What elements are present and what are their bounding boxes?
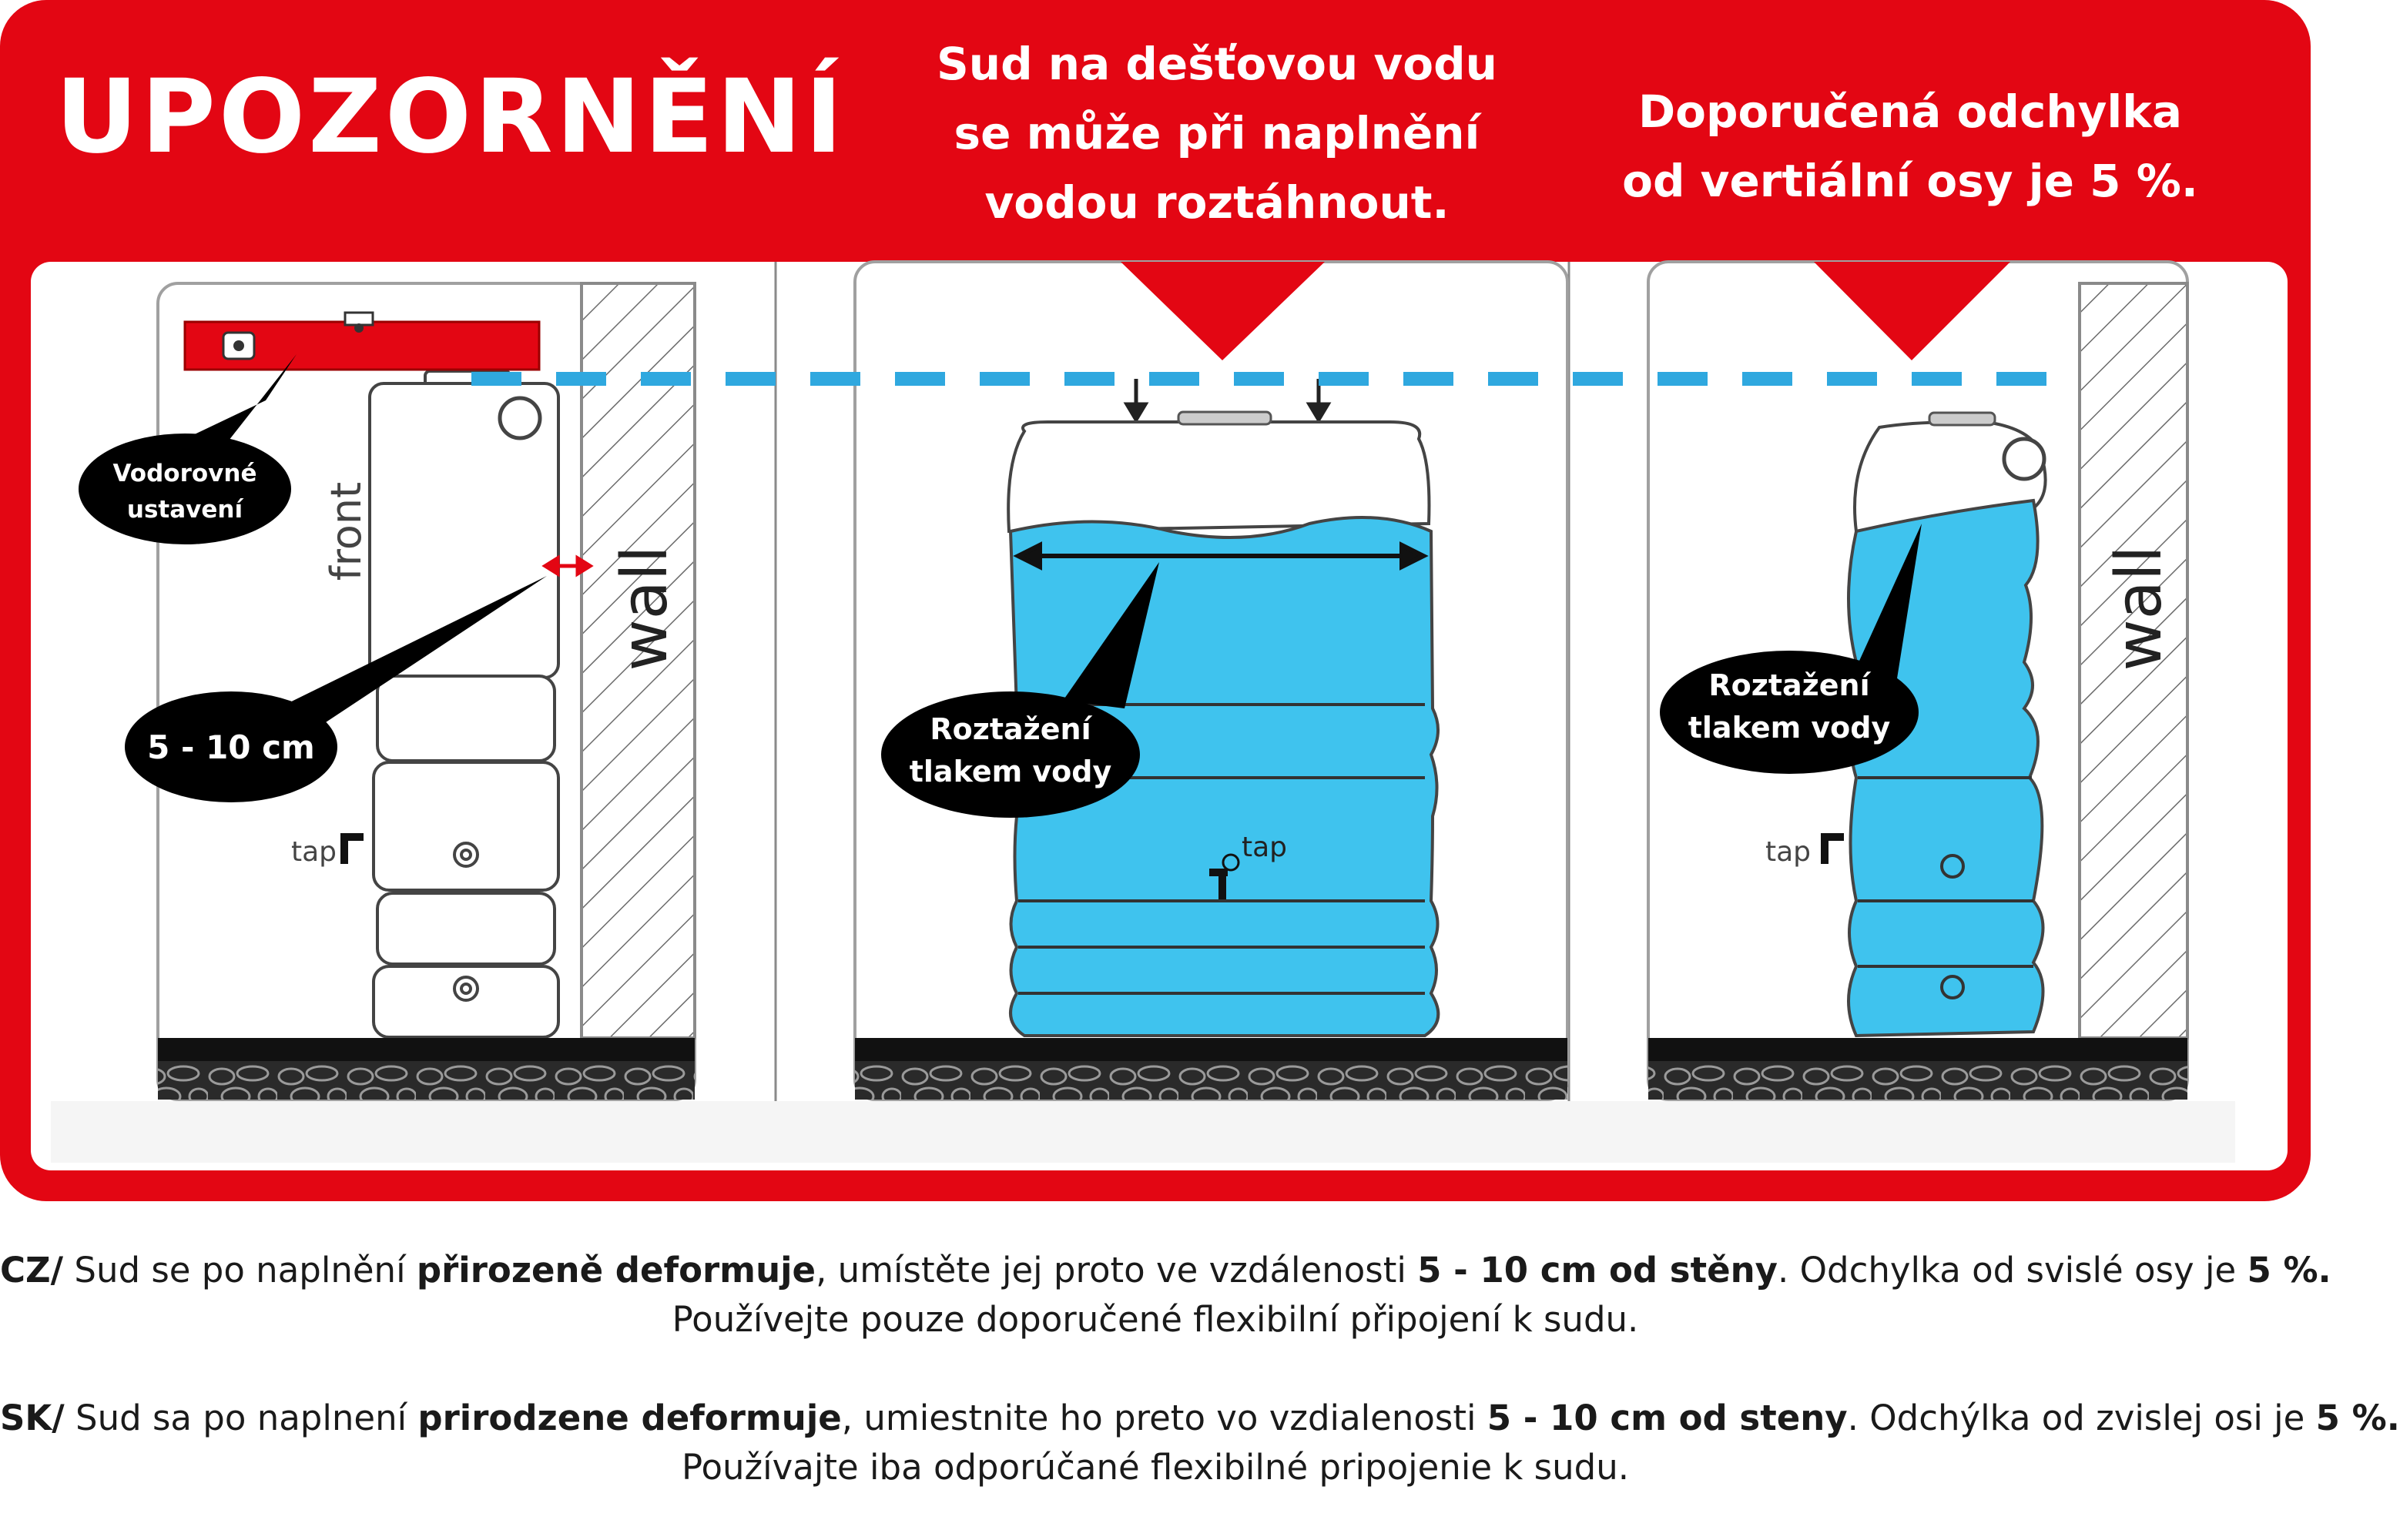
footer-sk-t3: . Odchýlka od zvislej osi je <box>1847 1398 2316 1438</box>
barrel-cap <box>1178 412 1271 424</box>
footer-cz-b2: 5 - 10 cm od stěny <box>1417 1250 1778 1291</box>
header-deviation-note <box>1610 77 2211 216</box>
level-callout <box>79 434 291 544</box>
footer-sk-b2: 5 - 10 cm od steny <box>1487 1398 1848 1438</box>
page-title: UPOZORNĚNÍ <box>55 58 846 176</box>
water-fill <box>1849 500 2043 1036</box>
panel-1-installation <box>79 283 695 1100</box>
gravel-ground-icon <box>855 1038 1567 1100</box>
level-callout-line1: Vodorovné <box>112 460 257 487</box>
barrel-front-view <box>370 371 558 1037</box>
footer-cz-line1 <box>0 1246 2331 1295</box>
wall-label: wall <box>608 545 682 671</box>
callout-line1: Roztažení <box>930 712 1091 746</box>
barrel-cap <box>1929 413 1995 425</box>
tap-label: tap <box>291 836 337 868</box>
footer-cz-b3: 5 %. <box>2247 1250 2331 1291</box>
barrel-inlet <box>2004 439 2044 479</box>
footer-sk-line1 <box>0 1394 2400 1443</box>
header-expansion-line1: Sud na dešťovou vodu <box>937 38 1497 90</box>
panel-3-deviation <box>1648 262 2187 1100</box>
expansion-callout <box>881 691 1140 818</box>
level-callout-line2: ustavení <box>126 496 243 524</box>
tap-label: tap <box>1242 832 1288 863</box>
header-expansion-note <box>913 29 1521 237</box>
header-expansion-line3: vodou roztáhnout. <box>984 176 1450 229</box>
header-expansion-line2: se může při naplnění <box>954 107 1480 159</box>
distance-callout-text: 5 - 10 cm <box>147 728 315 766</box>
footer-sk-t1: Sud sa po naplnení <box>64 1398 418 1438</box>
tap-label: tap <box>1765 836 1812 868</box>
footer-cz-t3: . Odchylka od svislé osy je <box>1778 1250 2247 1291</box>
footer-sk-line2: Používajte iba odporúčané flexibilné pripojenie k sudu. <box>681 1447 1630 1488</box>
callout-line1: Roztažení <box>1708 668 1870 702</box>
footer-cz-t1: Sud se po naplnění <box>63 1250 417 1291</box>
footer-sk-b1: prirodzene deformuje <box>417 1398 842 1438</box>
distance-callout <box>125 691 337 802</box>
footer-cz-t2: , umístěte jej proto ve vzdálenosti <box>816 1250 1418 1291</box>
footer-cz <box>0 1246 2331 1344</box>
bottom-grey-strip <box>51 1101 2235 1163</box>
barrel-top-empty <box>1008 422 1429 531</box>
gravel-ground-icon <box>1648 1038 2187 1100</box>
panel-2-expansion <box>855 262 1567 1100</box>
expansion-callout <box>1660 651 1919 774</box>
footer-cz-b1: přirozeně deformuje <box>416 1250 816 1291</box>
spirit-level-icon <box>185 313 539 370</box>
footer-cz-line2: Používejte pouze doporučené flexibilní připojení k sudu. <box>672 1299 1639 1340</box>
wall-label: wall <box>2103 545 2176 671</box>
footer-sk-prefix: SK/ <box>0 1398 65 1438</box>
footer-sk-b3: 5 %. <box>2315 1398 2400 1438</box>
header-deviation-line2: od vertiální osy je 5 %. <box>1622 155 2198 207</box>
gravel-ground-icon <box>158 1038 695 1100</box>
footer-sk-t2: , umiestnite ho preto vo vzdialenosti <box>841 1398 1487 1438</box>
callout-line2: tlakem vody <box>909 755 1112 788</box>
footer-cz-prefix: CZ/ <box>0 1250 64 1291</box>
header-deviation-line1: Doporučená odchylka <box>1637 85 2183 138</box>
footer-sk <box>0 1394 2400 1492</box>
callout-line2: tlakem vody <box>1688 711 1891 745</box>
front-label: front <box>322 481 370 581</box>
